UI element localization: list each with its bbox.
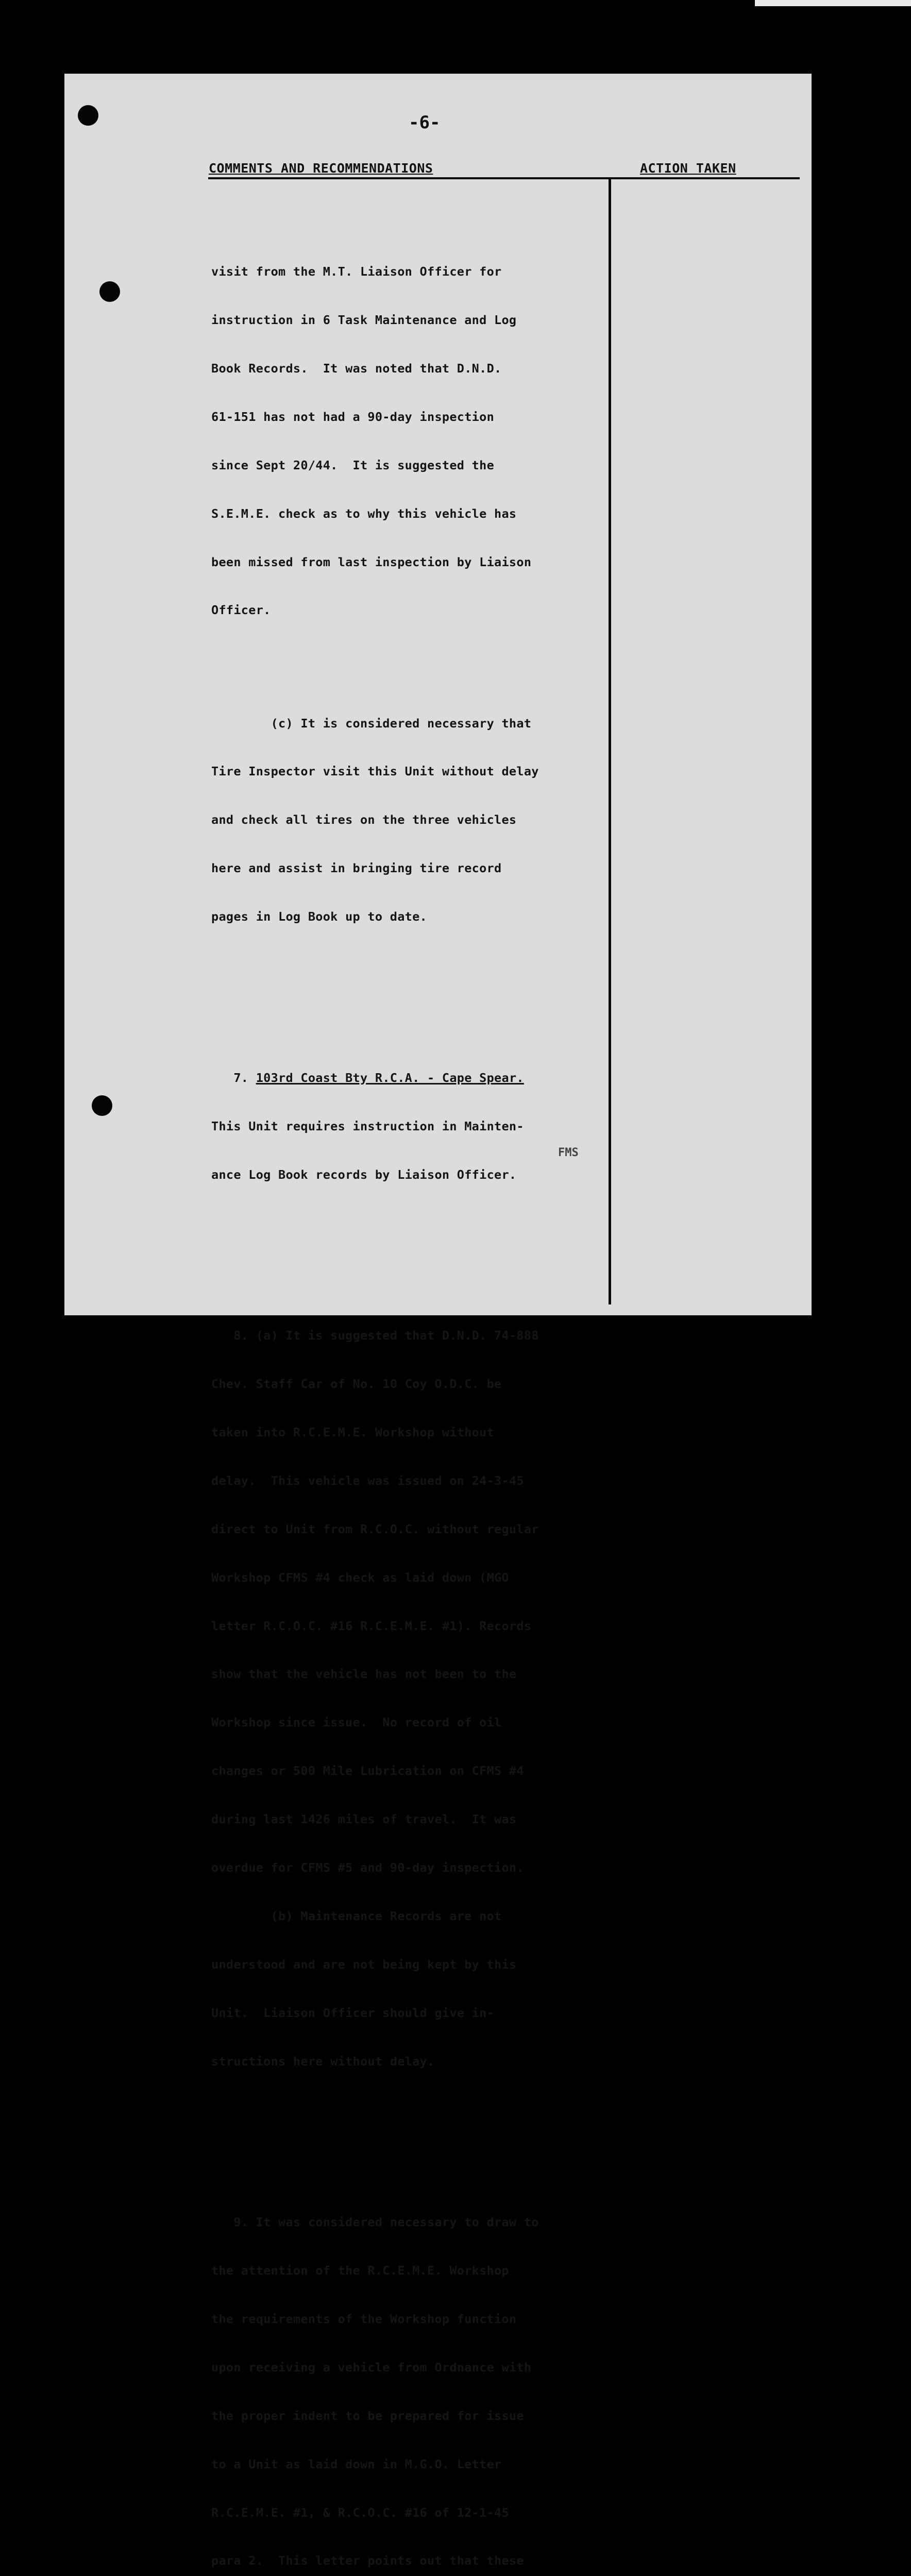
text-line: overdue for CFMS #5 and 90-day inspection. (211, 1860, 524, 1875)
text-line: the requirements of the Workshop function (211, 2312, 517, 2326)
text-line: show that the vehicle has not been to the (211, 1667, 517, 1682)
text-line: (c) It is considered necessary that (211, 716, 532, 731)
page-number: -6- (409, 112, 441, 133)
text-line: 61-151 has not had a 90-day inspection (211, 409, 495, 424)
text-line: taken into R.C.E.M.E. Workshop without (211, 1425, 495, 1439)
text-line: direct to Unit from R.C.O.C. without regular (211, 1521, 539, 1536)
text-line: structions here without delay. (211, 2054, 435, 2069)
superscript-annotation: FMS (558, 1146, 579, 1159)
paragraph-number: 7. (211, 1070, 256, 1085)
header-rule (208, 177, 800, 179)
paragraph-6-continued (211, 232, 613, 651)
text-line: visit from the M.T. Liaison Officer for (211, 264, 502, 279)
text-line: para 2. This letter points out that these (211, 2553, 524, 2568)
text-line: Officer. (211, 603, 271, 618)
paragraph-9 (211, 2182, 613, 2576)
text-line: Workshop CFMS #4 check as laid down (MGO (211, 1570, 509, 1585)
text-line: S.E.M.E. check as to why this vehicle has (211, 506, 517, 521)
text-line (211, 1070, 613, 1086)
text-line: upon receiving a vehicle from Ordnance with (211, 2360, 532, 2375)
text-line: ance Log Book records by Liaison Officer. (211, 1167, 517, 1182)
text-line: here and assist in bringing tire record (211, 861, 502, 876)
punch-hole (92, 1095, 112, 1116)
action-taken-heading: ACTION TAKEN (640, 161, 736, 176)
text-line: the proper indent to be prepared for issue (211, 2408, 524, 2423)
text-line: and check all tires on the three vehicles (211, 812, 517, 827)
comments-column (211, 199, 613, 2576)
text-line: Tire Inspector visit this Unit without delay (211, 764, 539, 779)
text-line: R.C.E.M.E. #1, & R.C.O.C. #16 of 12-1-45 (211, 2505, 509, 2520)
punch-hole (99, 281, 120, 302)
text-line: instruction in 6 Task Maintenance and Log (211, 313, 517, 328)
text-line: pages in Log Book up to date. (211, 909, 427, 924)
text-line: since Sept 20/44. It is suggested the (211, 457, 495, 472)
punch-hole (78, 105, 98, 126)
paragraph-8 (211, 1296, 613, 2102)
text-line: Book Records. It was noted that D.N.D. (211, 361, 502, 376)
text-line: 9. It was considered necessary to draw to (211, 2215, 539, 2230)
text-line: This Unit requires instruction in Mainten- (211, 1118, 524, 1133)
text-line: during last 1426 miles of travel. It was (211, 1812, 517, 1827)
paragraph-7 (211, 1038, 613, 1215)
unit-title: 103rd Coast Bty R.C.A. - Cape Spear. (256, 1070, 524, 1085)
text-line: Unit. Liaison Officer should give in- (211, 2005, 495, 2020)
text-line: letter R.C.O.C. #16 R.C.E.M.E. #1). Records (211, 1618, 532, 1633)
text-line: 8. (a) It is suggested that D.N.D. 74-888 (211, 1328, 539, 1343)
text-line: changes or 500 Mile Lubrication on CFMS #4 (211, 1764, 524, 1778)
text-line: Workshop since issue. No record of oil (211, 1715, 502, 1730)
text-line: understood and are not being kept by this (211, 1957, 517, 1972)
comments-heading: COMMENTS AND RECOMMENDATIONS (209, 161, 433, 176)
adjacent-frame-edge (755, 0, 911, 6)
text-line: (b) Maintenance Records are not (211, 1908, 502, 1923)
paragraph-6c (211, 683, 613, 957)
text-line: delay. This vehicle was issued on 24-3-45 (211, 1473, 524, 1488)
text-line: to a Unit as laid down in M.G.O. Letter (211, 2456, 502, 2471)
text-line: Chev. Staff Car of No. 10 Coy O.D.C. be (211, 1377, 502, 1392)
text-line: the attention of the R.C.E.M.E. Workshop (211, 2263, 509, 2278)
text-line: been missed from last inspection by Liaison (211, 554, 532, 569)
